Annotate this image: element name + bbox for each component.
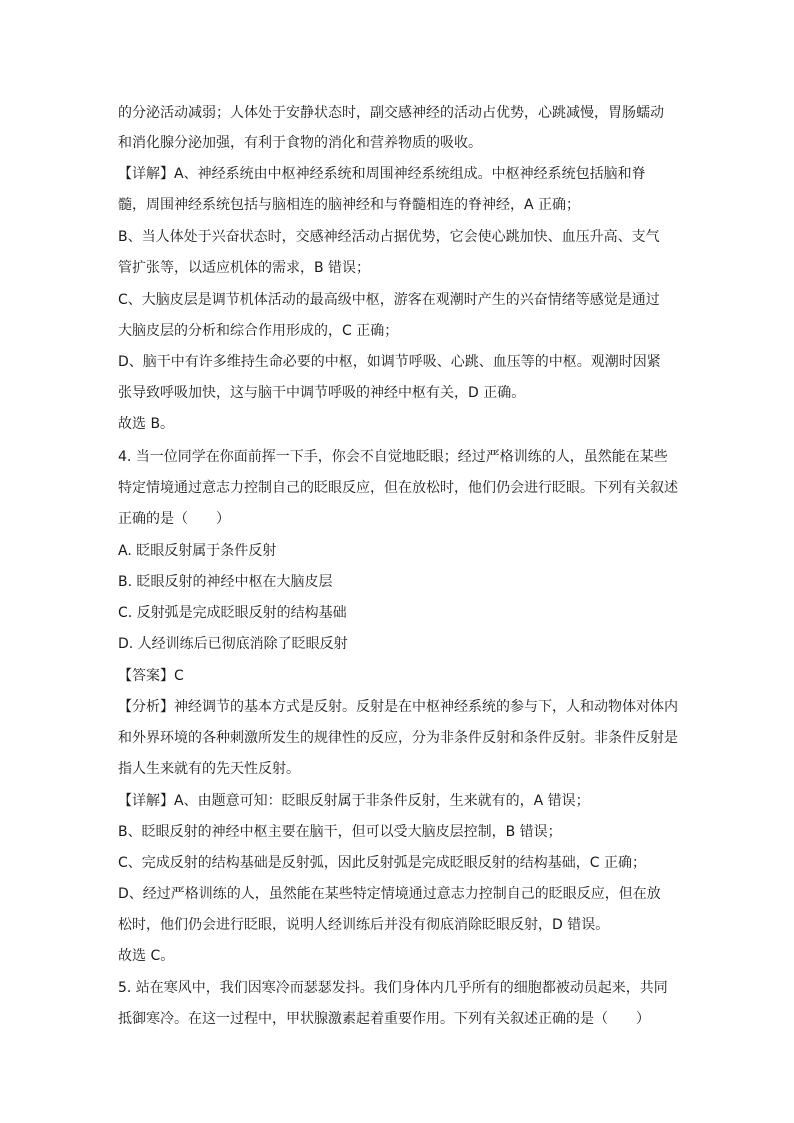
option-b: B. 眨眼反射的神经中枢在大脑皮层 <box>118 574 333 590</box>
text-line: 和消化腺分泌加强，有利于食物的消化和营养物质的吸收。 <box>118 135 482 151</box>
option-c: C. 反射弧是完成眨眼反射的结构基础 <box>118 605 347 621</box>
text-line: B、眨眼反射的神经中枢主要在脑干，但可以受大脑皮层控制，B 错误； <box>118 824 562 840</box>
option-a: A. 眨眼反射属于条件反射 <box>118 543 277 559</box>
text-line: 指人生来就有的先天性反射。 <box>118 761 300 777</box>
question-5-stem: 5. 站在寒风中，我们因寒冷而瑟瑟发抖。我们身体内几乎所有的细胞都被动员起来，共同 <box>118 980 668 996</box>
text-line: C、大脑皮层是调节机体活动的最高级中枢，游客在观潮时产生的兴奋情绪等感觉是通过 <box>118 292 660 308</box>
text-line: 【详解】A、神经系统由中枢神经系统和周围神经系统组成。中枢神经系统包括脑和脊 <box>118 166 646 182</box>
text-line: 大脑皮层的分析和综合作用形成的，C 正确； <box>118 323 399 339</box>
text-line: 的分泌活动减弱；人体处于安静状态时，副交感神经的活动占优势，心跳减慢，胃肠蠕动 <box>118 105 664 121</box>
text-line: C、完成反射的结构基础是反射弧，因此反射弧是完成眨眼反射的结构基础，C 正确； <box>118 855 646 871</box>
question-5-stem: 抵御寒冷。在这一过程中，甲状腺激素起着重要作用。下列有关叙述正确的是（ ） <box>118 1011 650 1027</box>
text-line: 和外界环境的各种刺激所发生的规律性的反应，分为非条件反射和条件反射。非条件反射是 <box>118 730 678 746</box>
text-line: 松时，他们仍会进行眨眼，说明人经训练后并没有彻底消除眨眼反射，D 错误。 <box>118 917 610 933</box>
text-line: 【详解】A、由题意可知：眨眼反射属于非条件反射，生来就有的，A 错误； <box>118 793 590 809</box>
question-4-stem: 正确的是（ ） <box>118 511 230 527</box>
question-4-stem: 特定情境通过意志力控制自己的眨眼反应，但在放松时，他们仍会进行眨眼。下列有关叙述 <box>118 480 678 496</box>
answer-line: 【答案】C <box>118 668 184 684</box>
text-line: 髓，周围神经系统包括与脑相连的脑神经和与脊髓相连的脊神经，A 正确； <box>118 197 581 213</box>
text-line: D、经过严格训练的人，虽然能在某些特定情境通过意志力控制自己的眨眼反应，但在放 <box>118 886 661 902</box>
text-line: 故选 B。 <box>118 416 175 432</box>
text-line: B、当人体处于兴奋状态时，交感神经活动占据优势，它会使心跳加快、血压升高、支气 <box>118 229 660 245</box>
text-line: 故选 C。 <box>118 948 175 964</box>
text-line: 张导致呼吸加快，这与脑干中调节呼吸的神经中枢有关，D 正确。 <box>118 385 526 401</box>
question-4-stem: 4. 当一位同学在你面前挥一下手，你会不自觉地眨眼；经过严格训练的人，虽然能在某些 <box>118 449 668 465</box>
option-d: D. 人经训练后已彻底消除了眨眼反射 <box>118 636 348 652</box>
text-line: 管扩张等，以适应机体的需求，B 错误； <box>118 260 371 276</box>
text-line: 【分析】神经调节的基本方式是反射。反射是在中枢神经系统的参与下，人和动物体对体内 <box>118 699 678 715</box>
text-line: D、脑干中有许多维持生命必要的中枢，如调节呼吸、心跳、血压等的中枢。观潮时因紧 <box>118 354 661 370</box>
